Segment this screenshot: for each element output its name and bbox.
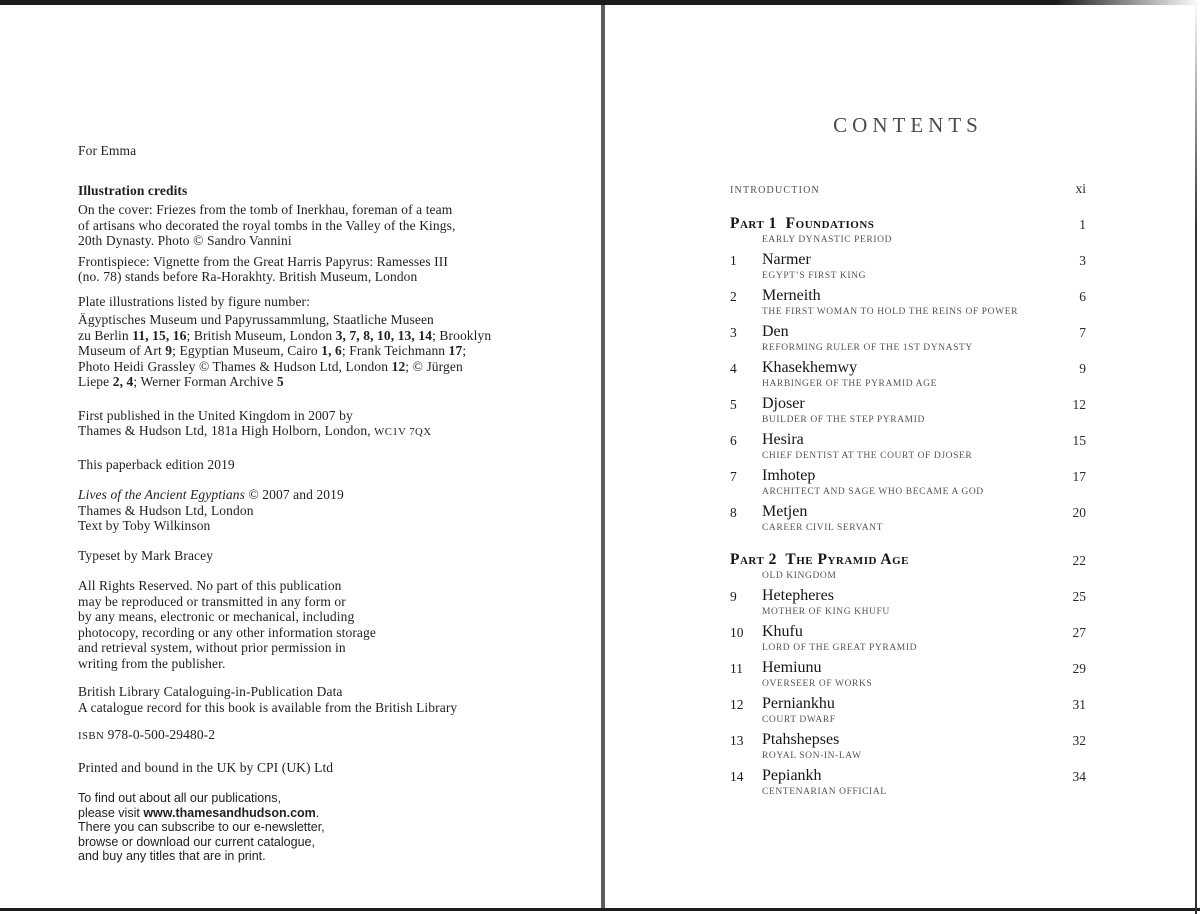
toc-subtitle: CENTENARIAN OFFICIAL	[762, 787, 887, 797]
text-segment: ; Egyptian Museum, Cairo	[172, 343, 322, 358]
toc-page-number: 3	[1079, 253, 1086, 268]
toc-entry-title: Djoser	[762, 395, 805, 412]
toc-entry-row	[730, 286, 1086, 318]
text-segment: please visit	[78, 805, 144, 820]
copyright-page	[0, 5, 601, 908]
text-segment: ; British Museum, London	[186, 327, 336, 343]
text-segment: © 2007 and 2019	[244, 487, 344, 502]
toc-subtitle: BUILDER OF THE STEP PYRAMID	[762, 415, 925, 425]
text-segment: First published in the United Kingdom in 2007 by	[78, 407, 353, 423]
rights-notice	[78, 578, 561, 671]
toc-num: 5	[730, 397, 737, 412]
toc-page-number: 32	[1072, 733, 1086, 748]
text-segment: Printed and bound in the UK by CPI (UK) Ltd	[78, 759, 334, 775]
toc-subtitle: EARLY DYNASTIC PERIOD	[762, 235, 893, 245]
toc-entry-title: Hemiunu	[762, 659, 822, 676]
toc-entry-title: Merneith	[762, 287, 821, 304]
text-segment: WC1V 7QX	[374, 426, 432, 438]
toc-page-number: 12	[1072, 397, 1086, 412]
toc-num: 11	[730, 661, 743, 676]
contents-page	[605, 5, 1200, 908]
toc-subtitle: REFORMING RULER OF THE 1ST DYNASTY	[762, 343, 973, 353]
toc-part-title: Part 2 The Pyramid Age	[730, 551, 910, 568]
text-segment: 5	[276, 374, 284, 389]
text-segment: 3, 7, 8, 10, 13, 14	[335, 327, 433, 343]
text-segment: 11, 15, 16	[132, 327, 187, 343]
frontispiece-credit	[78, 254, 561, 285]
toc-num: 13	[730, 733, 744, 748]
toc-entry-title: Khufu	[762, 623, 803, 640]
paperback-edition	[78, 457, 561, 473]
toc-page-number: 15	[1072, 433, 1086, 448]
text-segment: .	[315, 805, 320, 820]
text-segment: Ägyptisches Museum und Papyrussammlung, Staatliche Museen	[78, 312, 434, 327]
toc-subtitle: HARBINGER OF THE PYRAMID AGE	[762, 379, 937, 389]
text-segment: Plate illustrations listed by figure number:	[78, 293, 310, 309]
text-segment: of artisans who decorated the royal tombs in the Valley of the Kings,	[78, 217, 456, 233]
toc-page-number: 9	[1079, 361, 1086, 376]
toc-num: 1	[730, 253, 737, 268]
toc-entry-row	[730, 658, 1086, 690]
toc-subtitle: CAREER CIVIL SERVANT	[762, 523, 884, 533]
cip-data	[78, 684, 561, 715]
text-segment: ; Brooklyn	[432, 327, 492, 343]
toc-introduction-label: INTRODUCTION	[730, 185, 820, 196]
text-segment: Thames & Hudson Ltd, 181a High Holborn, London,	[78, 423, 375, 438]
toc-subtitle: MOTHER OF KING KHUFU	[762, 607, 890, 617]
text-segment: 2, 4	[112, 374, 134, 389]
toc-num: 2	[730, 289, 737, 304]
toc-page-number: 27	[1072, 625, 1086, 640]
text-segment: This paperback edition 2019	[78, 456, 235, 472]
toc-num: 7	[730, 469, 737, 484]
toc-entry-row	[730, 466, 1086, 498]
toc-num: 8	[730, 505, 737, 520]
text-segment: To find out about all our publications,	[78, 791, 281, 805]
toc-num: 12	[730, 697, 744, 712]
text-segment: British Library Cataloguing-in-Publication Data	[78, 684, 343, 699]
toc-subtitle: EGYPT’S FIRST KING	[762, 271, 867, 281]
toc-page-number: 34	[1072, 769, 1086, 784]
contents-title: CONTENTS	[833, 113, 983, 137]
toc-subtitle: OLD KINGDOM	[762, 571, 837, 581]
text-segment: For Emma	[78, 143, 137, 158]
toc-entry-row	[730, 358, 1086, 390]
dedication	[78, 143, 561, 159]
plate-credits	[78, 312, 561, 390]
toc-part-title: Part 1 Foundations	[730, 215, 875, 232]
text-segment: by any means, electronic or mechanical, including	[78, 609, 355, 624]
text-segment: Typeset by Mark Bracey	[78, 547, 214, 563]
text-segment: Photo Heidi Grassley © Thames & Hudson Ltd, London	[78, 358, 392, 374]
text-segment: Frontispiece: Vignette from the Great Harris Papyrus: Ramesses III	[78, 253, 448, 269]
illustration-credits-heading	[78, 183, 561, 199]
text-segment: ; Frank Teichmann	[341, 343, 449, 358]
toc-entry-title: Perniankhu	[762, 695, 835, 712]
toc-entry-title: Hesira	[762, 431, 804, 448]
toc-page-number: 22	[1072, 553, 1086, 568]
toc-entry-row	[730, 694, 1086, 726]
text-segment: ; Werner Forman Archive	[133, 374, 277, 389]
typeset-credit	[78, 548, 561, 564]
toc-entry-row	[730, 394, 1086, 426]
toc-introduction-page: xi	[1075, 181, 1086, 196]
toc-page-number: 25	[1072, 589, 1086, 604]
text-segment: Illustration credits	[78, 182, 188, 198]
text-segment: 1, 6	[321, 343, 342, 358]
toc-entry-title: Den	[762, 323, 789, 340]
copyright-notice	[78, 487, 561, 534]
text-segment: Liepe	[78, 374, 113, 389]
toc-num: 3	[730, 325, 737, 340]
toc-page-number: 1	[1079, 217, 1086, 232]
text-segment: 20th Dynasty. Photo © Sandro Vannini	[78, 233, 292, 248]
photo-edge-bottom	[0, 908, 1200, 911]
publisher-promo	[78, 791, 561, 864]
toc-page-number: 31	[1072, 697, 1086, 712]
text-segment: On the cover: Friezes from the tomb of Inerkhau, foreman of a team	[78, 202, 453, 217]
text-segment: (no. 78) stands before Ra-Horakhty. British Museum, London	[78, 269, 418, 284]
toc-page-number: 20	[1072, 505, 1086, 520]
text-segment: browse or download our current catalogue,	[78, 834, 315, 849]
toc-entry-title: Imhotep	[762, 467, 816, 484]
toc-entry-row	[730, 430, 1086, 462]
toc-entry-row	[730, 250, 1086, 282]
text-segment: ; © Jürgen	[405, 358, 463, 374]
toc-num: 4	[730, 361, 737, 376]
text-segment: and retrieval system, without prior permission in	[78, 640, 346, 655]
toc-entry-title: Narmer	[762, 251, 811, 268]
text-segment: 17	[448, 343, 463, 358]
toc-entry-row	[730, 766, 1086, 798]
text-segment: writing from the publisher.	[78, 655, 226, 671]
toc-entry-title: Hetepheres	[762, 587, 834, 604]
text-segment: may be reproduced or transmitted in any form or	[78, 593, 346, 609]
toc-introduction-row	[730, 181, 1086, 198]
toc-page-number: 7	[1079, 325, 1086, 340]
toc-part-row	[730, 214, 1086, 246]
toc-entry-row	[730, 730, 1086, 762]
text-segment: photocopy, recording or any other information storage	[78, 624, 376, 640]
toc-entry-title: Ptahshepses	[762, 731, 840, 748]
toc-num: 9	[730, 589, 737, 604]
toc-subtitle: ARCHITECT AND SAGE WHO BECAME A GOD	[762, 487, 984, 497]
text-segment: Museum of Art	[78, 343, 166, 358]
toc-entry-row	[730, 622, 1086, 654]
text-segment: www.thamesandhudson.com	[143, 805, 316, 820]
toc-entry-row	[730, 502, 1086, 534]
text-segment: zu Berlin	[78, 327, 133, 343]
toc-subtitle: ROYAL SON-IN-LAW	[762, 751, 862, 761]
plate-note	[78, 294, 561, 310]
toc-entry-row	[730, 322, 1086, 354]
toc-num: 10	[730, 625, 744, 640]
text-segment: 12	[391, 358, 406, 374]
toc-page-number: 6	[1079, 289, 1086, 304]
text-segment: and buy any titles that are in print.	[78, 849, 266, 863]
toc-subtitle: OVERSEER OF WORKS	[762, 679, 873, 689]
text-segment: 9	[165, 343, 173, 358]
cover-credit	[78, 202, 561, 249]
text-segment: A catalogue record for this book is available from the British Library	[78, 699, 458, 715]
toc-subtitle: CHIEF DENTIST AT THE COURT OF DJOSER	[762, 451, 973, 461]
printer-credit	[78, 760, 561, 776]
text-segment: All Rights Reserved. No part of this publication	[78, 578, 342, 593]
text-segment: ;	[462, 343, 467, 358]
text-segment: Lives of the Ancient Egyptians	[78, 487, 245, 502]
toc-page-number: 17	[1072, 469, 1086, 484]
toc-entry-row	[730, 586, 1086, 618]
text-segment: ISBN	[78, 730, 105, 742]
toc-entry-title: Khasekhemwy	[762, 359, 858, 376]
toc-num: 6	[730, 433, 737, 448]
toc-num: 14	[730, 769, 744, 784]
toc-part-row	[730, 550, 1086, 582]
toc-subtitle: THE FIRST WOMAN TO HOLD THE REINS OF POWER	[762, 307, 1019, 317]
toc-page-number: 29	[1072, 661, 1086, 676]
text-segment: 978-0-500-29480-2	[104, 727, 216, 742]
toc-subtitle: COURT DWARF	[762, 715, 836, 725]
text-segment: There you can subscribe to our e-newsletter,	[78, 820, 325, 834]
isbn	[78, 727, 561, 745]
toc-entry-title: Pepiankh	[762, 767, 822, 784]
toc-entry-title: Metjen	[762, 503, 808, 520]
toc-subtitle: LORD OF THE GREAT PYRAMID	[762, 643, 918, 653]
text-segment: Thames & Hudson Ltd, London	[78, 502, 254, 518]
text-segment: Text by Toby Wilkinson	[78, 518, 211, 533]
first-published	[78, 408, 561, 441]
